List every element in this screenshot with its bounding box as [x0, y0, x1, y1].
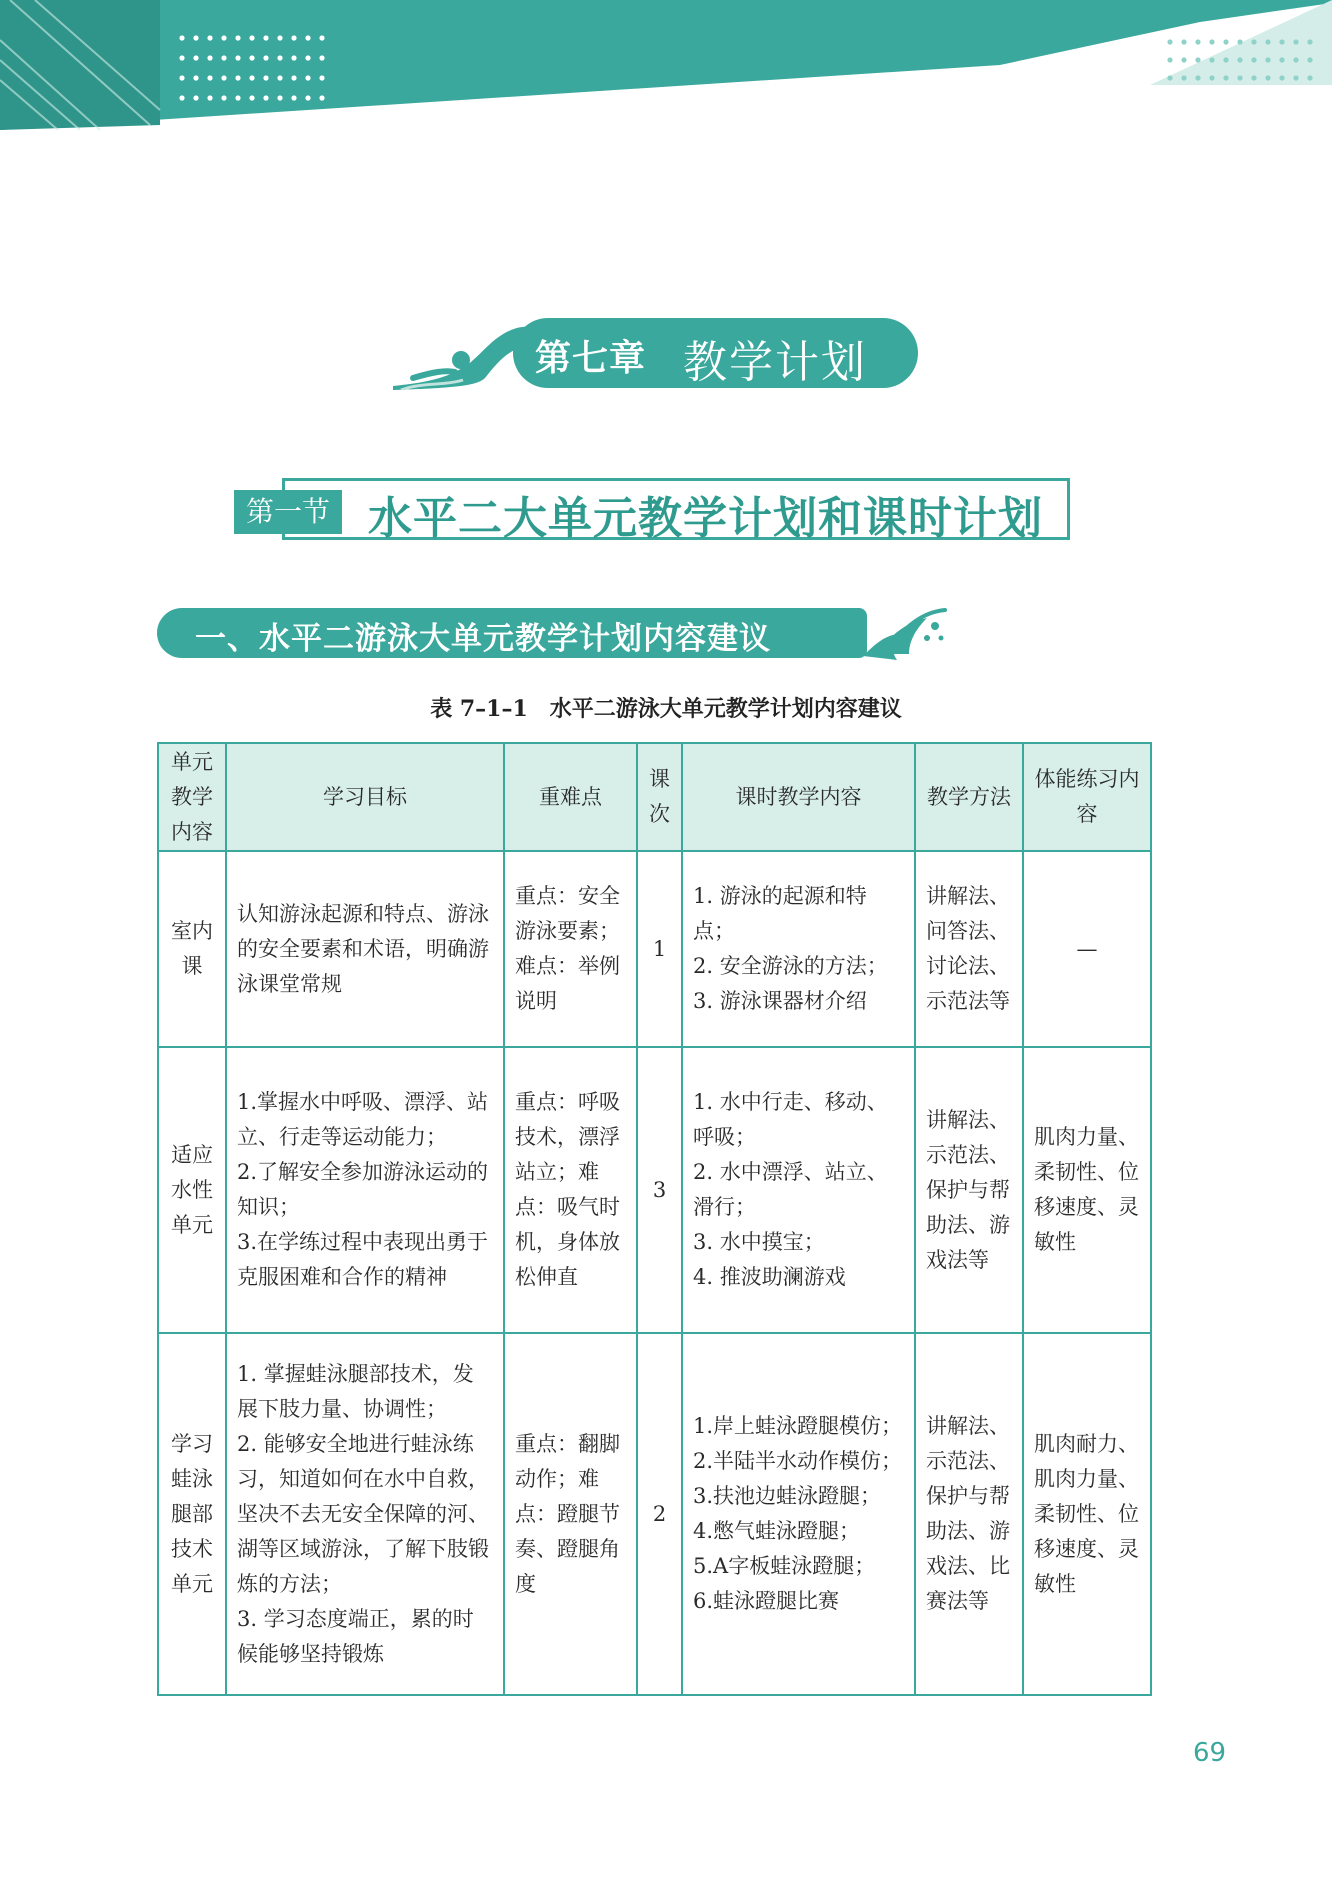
goal-line: 2.了解安全参加游泳运动的知识；	[237, 1160, 489, 1219]
table-caption: 表 7–1–1 水平二游泳大单元教学计划内容建议	[430, 696, 902, 722]
cell-key-points: 重点：翻脚动作；难点：蹬腿节奏、蹬腿角度	[504, 1333, 637, 1695]
chapter-name: 教学计划	[683, 337, 867, 388]
goal-line: 3.在学练过程中表现出勇于克服困难和合作的精神	[237, 1230, 489, 1289]
header-key-points: 重难点	[504, 743, 637, 851]
cell-methods: 讲解法、问答法、讨论法、示范法等	[915, 851, 1023, 1047]
cell-unit: 适应水性单元	[158, 1047, 226, 1333]
content-line: 1.岸上蛙泳蹬腿模仿；	[693, 1414, 903, 1438]
section-tag: 第一节	[234, 490, 342, 534]
cell-key-points: 重点：安全游泳要素；难点：举例说明	[504, 851, 637, 1047]
cell-fitness: —	[1023, 851, 1151, 1047]
header-unit: 单元教学内容	[158, 743, 226, 851]
page-number: 69	[1193, 1738, 1227, 1768]
table-row	[158, 851, 1151, 1047]
cell-goals	[226, 1047, 504, 1333]
cell-unit: 学习蛙泳腿部技术单元	[158, 1333, 226, 1695]
content-line: 4.憋气蛙泳蹬腿；	[693, 1519, 861, 1543]
wave-icon	[857, 604, 947, 664]
cell-sessions: 2	[637, 1333, 682, 1695]
subheading-text: 一、水平二游泳大单元教学计划内容建议	[195, 621, 771, 657]
header-methods: 教学方法	[915, 743, 1023, 851]
table-header-row	[158, 743, 1151, 851]
content-line: 2.半陆半水动作模仿；	[693, 1449, 903, 1473]
cell-goals: 认知游泳起源和特点、游泳的安全要素和术语，明确游泳课堂常规	[226, 851, 504, 1047]
header-sessions: 课次	[637, 743, 682, 851]
plan-table	[157, 742, 1152, 1696]
content-line: 2. 水中漂浮、站立、滑行；	[693, 1160, 888, 1219]
goal-line: 3. 学习态度端正，累的时候能够坚持锻炼	[237, 1606, 474, 1666]
cell-methods: 讲解法、示范法、保护与帮助法、游戏法、比赛法等	[915, 1333, 1023, 1695]
goal-line: 1.掌握水中呼吸、漂浮、站立、行走等运动能力；	[237, 1090, 489, 1149]
cell-fitness: 肌肉力量、柔韧性、位移速度、灵敏性	[1023, 1047, 1151, 1333]
cell-sessions: 1	[637, 851, 682, 1047]
swimmer-icon	[393, 316, 543, 390]
top-banner	[0, 0, 1332, 135]
cell-unit: 室内课	[158, 851, 226, 1047]
content-line: 2. 安全游泳的方法；	[693, 954, 888, 978]
subheading	[157, 608, 947, 658]
header-content: 课时教学内容	[682, 743, 915, 851]
content-line: 1. 水中行走、移动、呼吸；	[693, 1090, 888, 1149]
table-row	[158, 1047, 1151, 1333]
cell-content	[682, 1047, 915, 1333]
cell-fitness: 肌肉耐力、肌肉力量、柔韧性、位移速度、灵敏性	[1023, 1333, 1151, 1695]
cell-content	[682, 1333, 915, 1695]
header-fitness: 体能练习内容	[1023, 743, 1151, 851]
cell-goals	[226, 1333, 504, 1695]
section-heading	[234, 478, 1070, 544]
content-line: 3.扶池边蛙泳蹬腿；	[693, 1484, 882, 1508]
content-line: 5.A字板蛙泳蹬腿；	[693, 1554, 876, 1578]
goal-line: 1. 掌握蛙泳腿部技术，发展下肢力量、协调性；	[237, 1361, 474, 1421]
chapter-title	[393, 316, 918, 390]
banner-graphic	[0, 0, 1332, 135]
goal-line: 2. 能够安全地进行蛙泳练习，知道如何在水中自救，坚决不去无安全保障的河、湖等区域游泳，了解下肢锻炼的方法；	[237, 1431, 489, 1596]
cell-content	[682, 851, 915, 1047]
cell-sessions: 3	[637, 1047, 682, 1333]
cell-key-points: 重点：呼吸技术，漂浮站立；难点：吸气时机，身体放松伸直	[504, 1047, 637, 1333]
chapter-number: 第七章	[535, 338, 647, 379]
section-title: 水平二大单元教学计划和课时计划	[368, 493, 1043, 544]
header-goals: 学习目标	[226, 743, 504, 851]
content-line: 3. 水中摸宝；	[693, 1230, 825, 1254]
content-line: 4. 推波助澜游戏	[693, 1265, 846, 1289]
content-line: 3. 游泳课器材介绍	[693, 989, 867, 1013]
content-line: 6.蛙泳蹬腿比赛	[693, 1589, 840, 1613]
content-line: 1. 游泳的起源和特点；	[693, 884, 867, 943]
table-row	[158, 1333, 1151, 1695]
cell-methods: 讲解法、示范法、保护与帮助法、游戏法等	[915, 1047, 1023, 1333]
